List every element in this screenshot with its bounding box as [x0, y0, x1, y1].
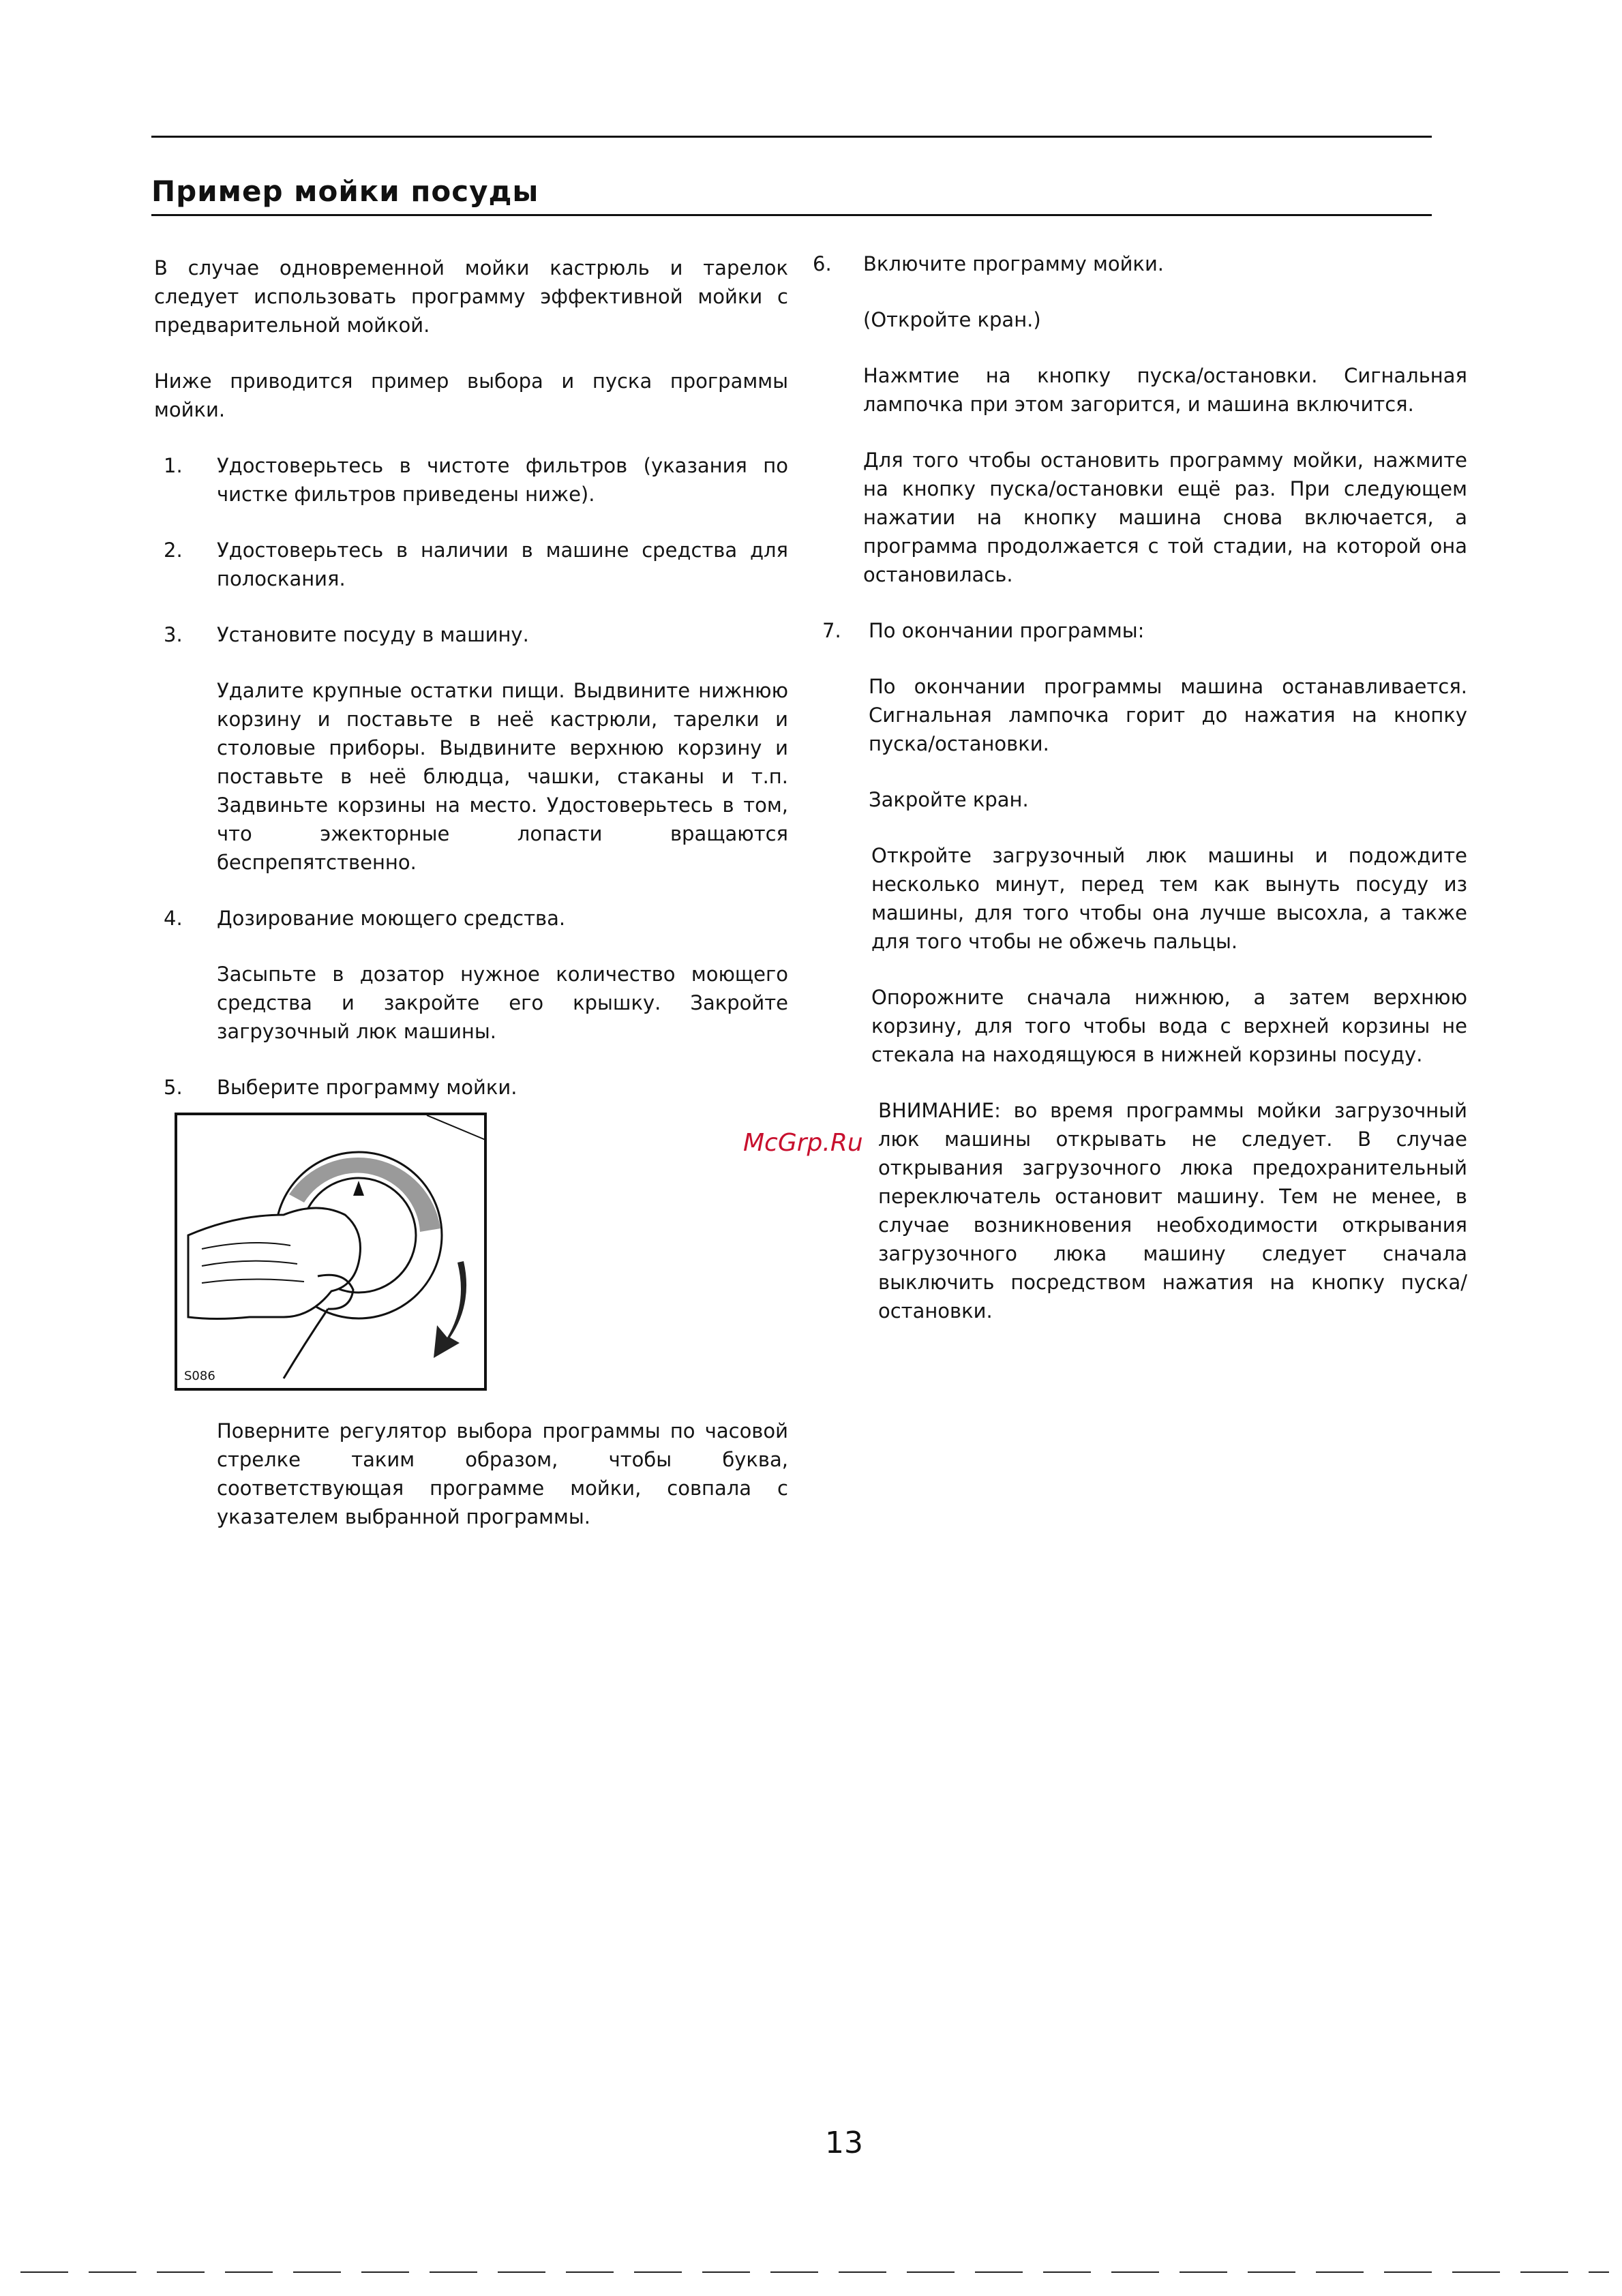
step-text: Выберите программу мойки. — [217, 1076, 517, 1099]
step-7-paragraph-4: Опорожните сначала нижнюю, а затем верхнюю корзину, для того чтобы вода с верхней корзины не стекала на находящуюся в нижней корзины посуду. — [871, 986, 1467, 1066]
program-dial-illustration — [175, 1113, 487, 1391]
step-number: 3. — [164, 623, 183, 646]
step-4 — [154, 904, 788, 933]
intro-paragraph-1: В случае одновременной мойки кастрюль и тарелок следует использовать программу эффективной мойки с предварительной мойкой. — [154, 256, 788, 337]
step-6-paragraph-1: (Откройте кран.) — [863, 308, 1041, 331]
step-6-paragraph-3: Для того чтобы остановить программу мойки, нажмите на кнопку пуска/остановки ещё раз. При следующем нажатии на кнопку машина снова включается, а программа продолжается с той стадии, на которой она остановилась. — [863, 449, 1467, 586]
step-text: Дозирование моющего средства. — [217, 907, 566, 930]
step-7-paragraph-2: Закройте кран. — [869, 788, 1029, 811]
step-text: Установите посуду в машину. — [217, 623, 529, 646]
step-number: 1. — [164, 454, 183, 477]
title-rule — [151, 214, 1432, 216]
step-7-paragraph-1: По окончании программы машина останавливается. Сигнальная лампочка горит до нажатия на кнопку пуска/остановки. — [869, 675, 1467, 755]
step-number: 6. — [813, 252, 832, 275]
step-6 — [813, 250, 1467, 278]
page-number: 13 — [825, 2126, 863, 2160]
top-rule — [151, 136, 1432, 138]
step-text: Удостоверьтесь в наличии в машине средства для полоскания. — [217, 539, 788, 590]
step-7-paragraph-3: Откройте загрузочный люк машины и подождите несколько минут, перед тем как вынуть посуду из машины, для того чтобы она лучше высохла, а также для того чтобы не обжечь пальцы. — [871, 844, 1467, 953]
step-4-detail: Засыпьте в дозатор нужное количество моющего средства и закройте его крышку. Закройте загрузочный люк машины. — [217, 963, 788, 1043]
warning-paragraph: ВНИМАНИЕ: во время программы мойки загрузочный люк машины открывать не следует. В случае открывания загрузочного люка предохранительный переключатель остановит машину. Тем не менее, в случае возникновения необходимости открывания загрузочного люка машину следует сначала выключить посредством нажатия на кнопку пуска/остановки. — [878, 1099, 1467, 1323]
watermark: McGrp.Ru — [743, 1129, 863, 1157]
hand-turning-dial-icon — [175, 1113, 487, 1391]
step-text: Удостоверьтесь в чистоте фильтров (указания по чистке фильтров приведены ниже). — [217, 454, 788, 506]
step-number: 2. — [164, 539, 183, 562]
step-number: 4. — [164, 907, 183, 930]
step-7 — [813, 616, 1467, 645]
intro-paragraph-2: Ниже приводится пример выбора и пуска программы мойки. — [154, 369, 788, 421]
step-3-detail: Удалите крупные остатки пищи. Выдвините нижнюю корзину и поставьте в неё кастрюли, тарелки и столовые приборы. Выдвините верхнюю корзину и поставьте в неё блюдца, чашки, стаканы и т.п. Задвиньте корзины на место. Удостоверьтесь в том, что эжекторные лопасти вращаются беспрепятственно. — [217, 679, 788, 874]
left-column — [154, 254, 788, 1558]
step-1 — [154, 451, 788, 509]
step-number: 7. — [822, 619, 841, 642]
step-5-detail: Поверните регулятор выбора программы по часовой стрелке таким образом, чтобы буква, соответствующая программе мойки, совпала с указателем выбранной программы. — [217, 1419, 788, 1528]
right-column — [813, 250, 1467, 1353]
step-3 — [154, 620, 788, 649]
page-title: Пример мойки посуды — [151, 175, 539, 208]
step-6-paragraph-2: Нажмтие на кнопку пуска/остановки. Сигнальная лампочка при этом загорится, и машина включится. — [863, 364, 1467, 416]
step-text: Включите программу мойки. — [863, 252, 1165, 275]
step-2 — [154, 536, 788, 593]
step-text: По окончании программы: — [869, 619, 1145, 642]
step-5 — [154, 1073, 788, 1102]
figure-label: S086 — [184, 1369, 215, 1383]
step-number: 5. — [164, 1076, 183, 1099]
bottom-dashes — [20, 2271, 1609, 2273]
